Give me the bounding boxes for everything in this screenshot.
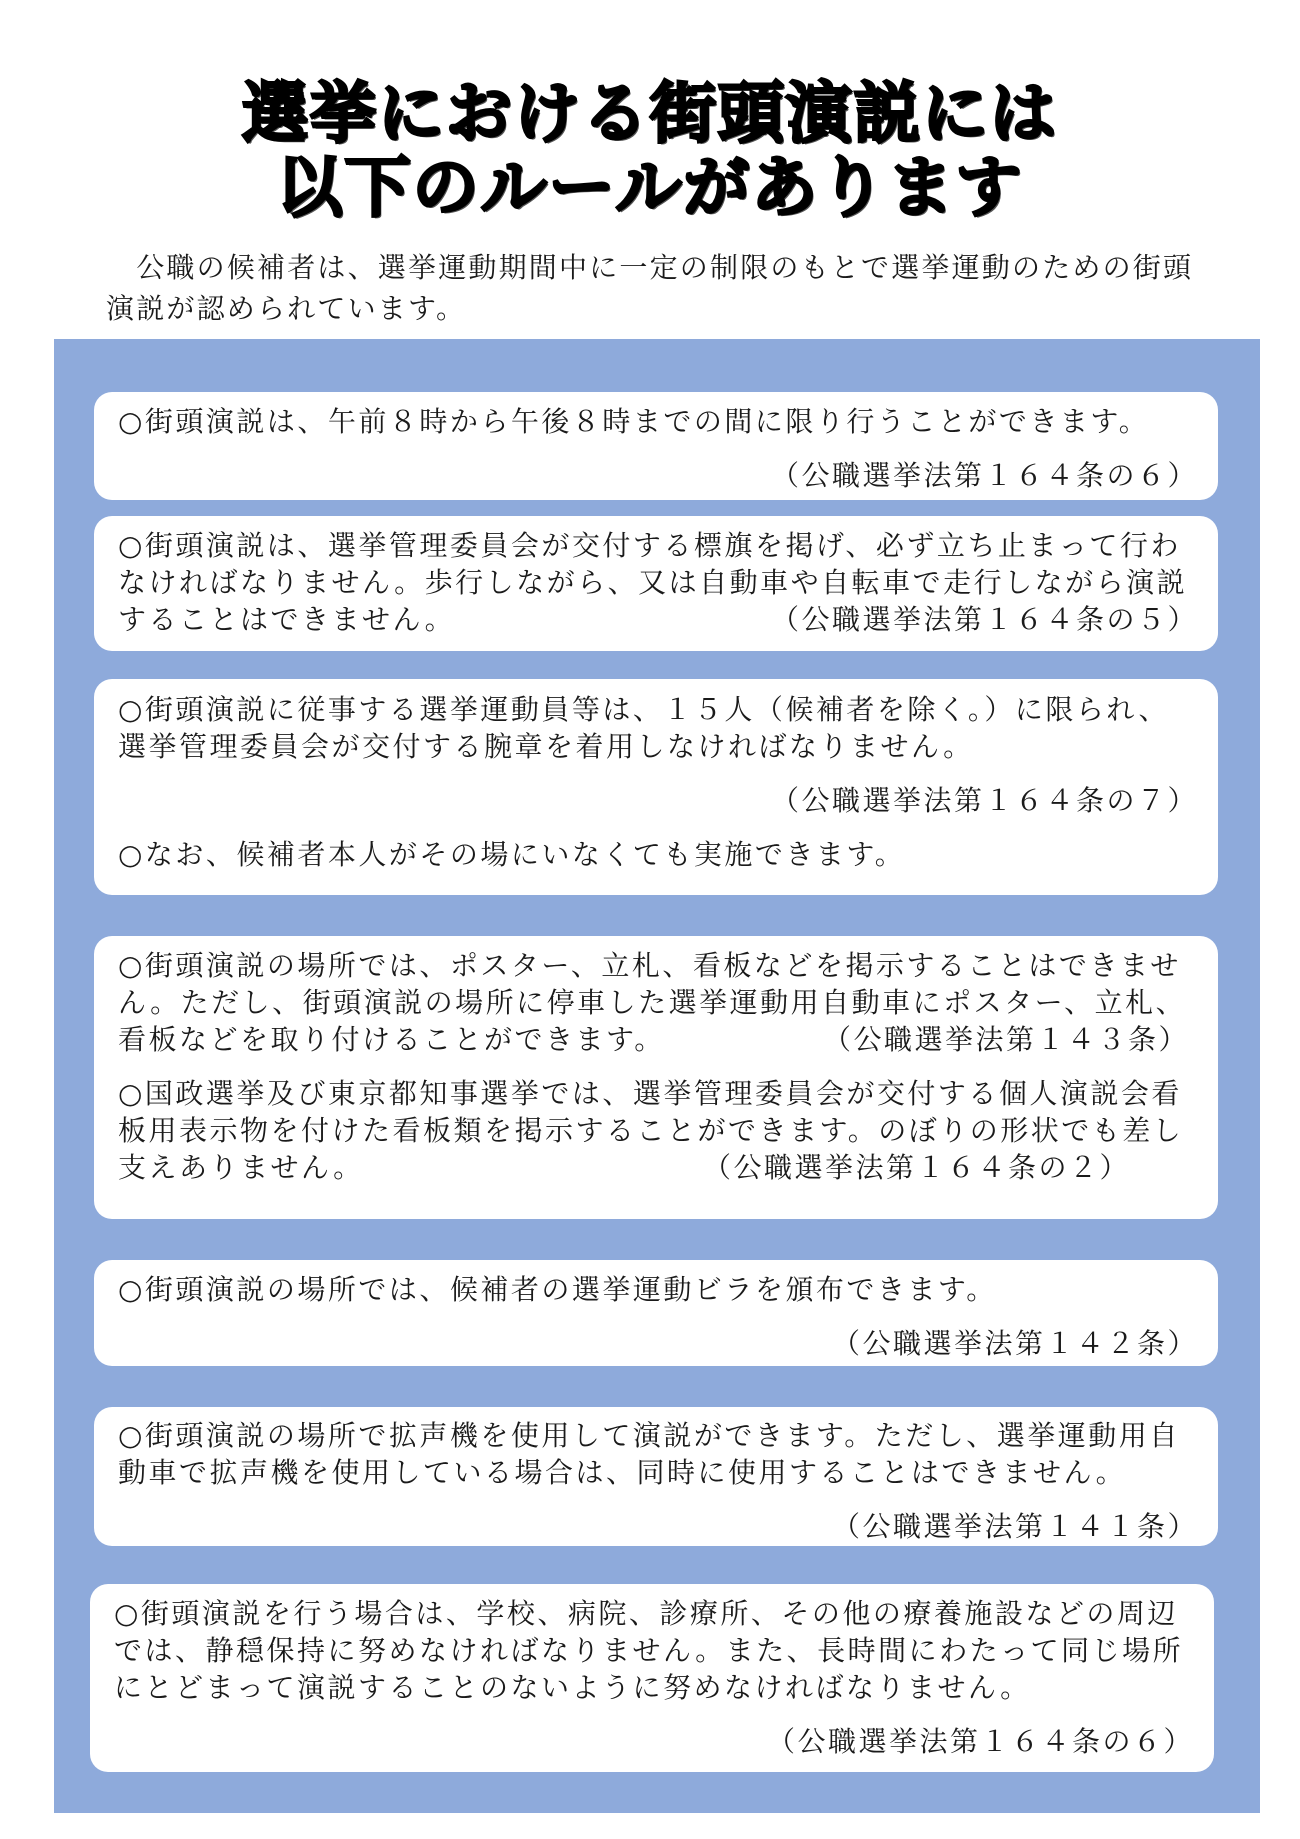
rule-text-line: ○街頭演説に従事する選挙運動員等は、１５人（候補者を除く。）に限られ、: [118, 693, 1170, 726]
law-citation: （公職選挙法第１６４条の７）: [770, 784, 1198, 817]
rule-text-line: ん。ただし、街頭演説の場所に停車した選挙運動用自動車にポスター、立札、: [118, 986, 1187, 1019]
rule-card-loudspeaker: [94, 1407, 1218, 1546]
rule-text-line: では、静穏保持に努めなければなりません。また、長時間にわたって同じ場所: [114, 1634, 1184, 1667]
rule-text-line: ○街頭演説は、午前８時から午後８時までの間に限り行うことができます。: [118, 405, 1150, 438]
law-citation: （公職選挙法第１６４条の５）: [770, 603, 1198, 636]
rule-card-speech-hours: [94, 392, 1218, 500]
rule-text-line: 板用表示物を付けた看板類を掲示することができます。のぼりの形状でも差し: [118, 1114, 1184, 1147]
page-title-line-1: 選挙における街頭演説には: [242, 75, 1058, 152]
rule-text-line: ○街頭演説を行う場合は、学校、病院、診療所、その他の療養施設などの周辺: [114, 1597, 1178, 1630]
rule-text: 支えありません。: [118, 1151, 364, 1184]
intro-line: 演説が認められています。: [106, 292, 467, 325]
rule-text-line: ○なお、候補者本人がその場にいなくても実施できます。: [118, 838, 906, 871]
rule-text-line: ○街頭演説の場所で拡声機を使用して演説ができます。ただし、選挙運動用自: [118, 1419, 1180, 1452]
law-citation: （公職選挙法第１６４条の６）: [770, 459, 1198, 492]
rule-card-staff-limit: [94, 679, 1218, 895]
law-citation: （公職選挙法第１６４条の６）: [766, 1725, 1194, 1758]
rule-text-line: [118, 1021, 1198, 1058]
rule-text-line: なければなりません。歩行しながら、又は自動車や自転車で走行しながら演説: [118, 566, 1188, 599]
rule-text-line: にとどまって演説することのないように努めなければなりません。: [114, 1671, 1031, 1704]
law-citation: （公職選挙法第１４３条）: [822, 1023, 1189, 1056]
rule-card-standing-flag: [94, 516, 1218, 651]
rule-text-line: ○街頭演説は、選挙管理委員会が交付する標旗を掲げ、必ず立ち止まって行わ: [118, 529, 1181, 562]
law-citation: （公職選挙法第１４２条）: [831, 1327, 1198, 1360]
law-citation: （公職選挙法第１４１条）: [831, 1510, 1198, 1543]
rule-card-quiet-zones: [90, 1584, 1214, 1772]
rule-text-line: ○街頭演説の場所では、候補者の選挙運動ビラを頒布できます。: [118, 1273, 997, 1306]
rule-text-line: 動車で拡声機を使用している場合は、同時に使用することはできません。: [118, 1456, 1127, 1489]
rule-text-line: ○国政選挙及び東京都知事選挙では、選挙管理委員会が交付する個人演説会看: [118, 1077, 1182, 1110]
rule-text: 看板などを取り付けることができます。: [118, 1023, 665, 1056]
intro-line: 公職の候補者は、選挙運動期間中に一定の制限のもとで選挙運動のための街頭: [106, 251, 1194, 284]
rule-text-line: ○街頭演説の場所では、ポスター、立札、看板などを掲示することはできませ: [118, 949, 1181, 982]
rule-card-posters-signs: [94, 936, 1218, 1219]
law-citation: （公職選挙法第１６４条の２）: [702, 1151, 1130, 1184]
rule-text-line: [118, 601, 1198, 638]
rules-panel: [54, 339, 1260, 1813]
rule-text-line: 選挙管理委員会が交付する腕章を着用しなければなりません。: [118, 730, 974, 763]
rule-text-line: [118, 1149, 1198, 1186]
page-title-line-2: 以下のルールがあります: [276, 149, 1024, 226]
rule-card-flyers: [94, 1260, 1218, 1366]
rule-text: することはできません。: [118, 603, 456, 636]
